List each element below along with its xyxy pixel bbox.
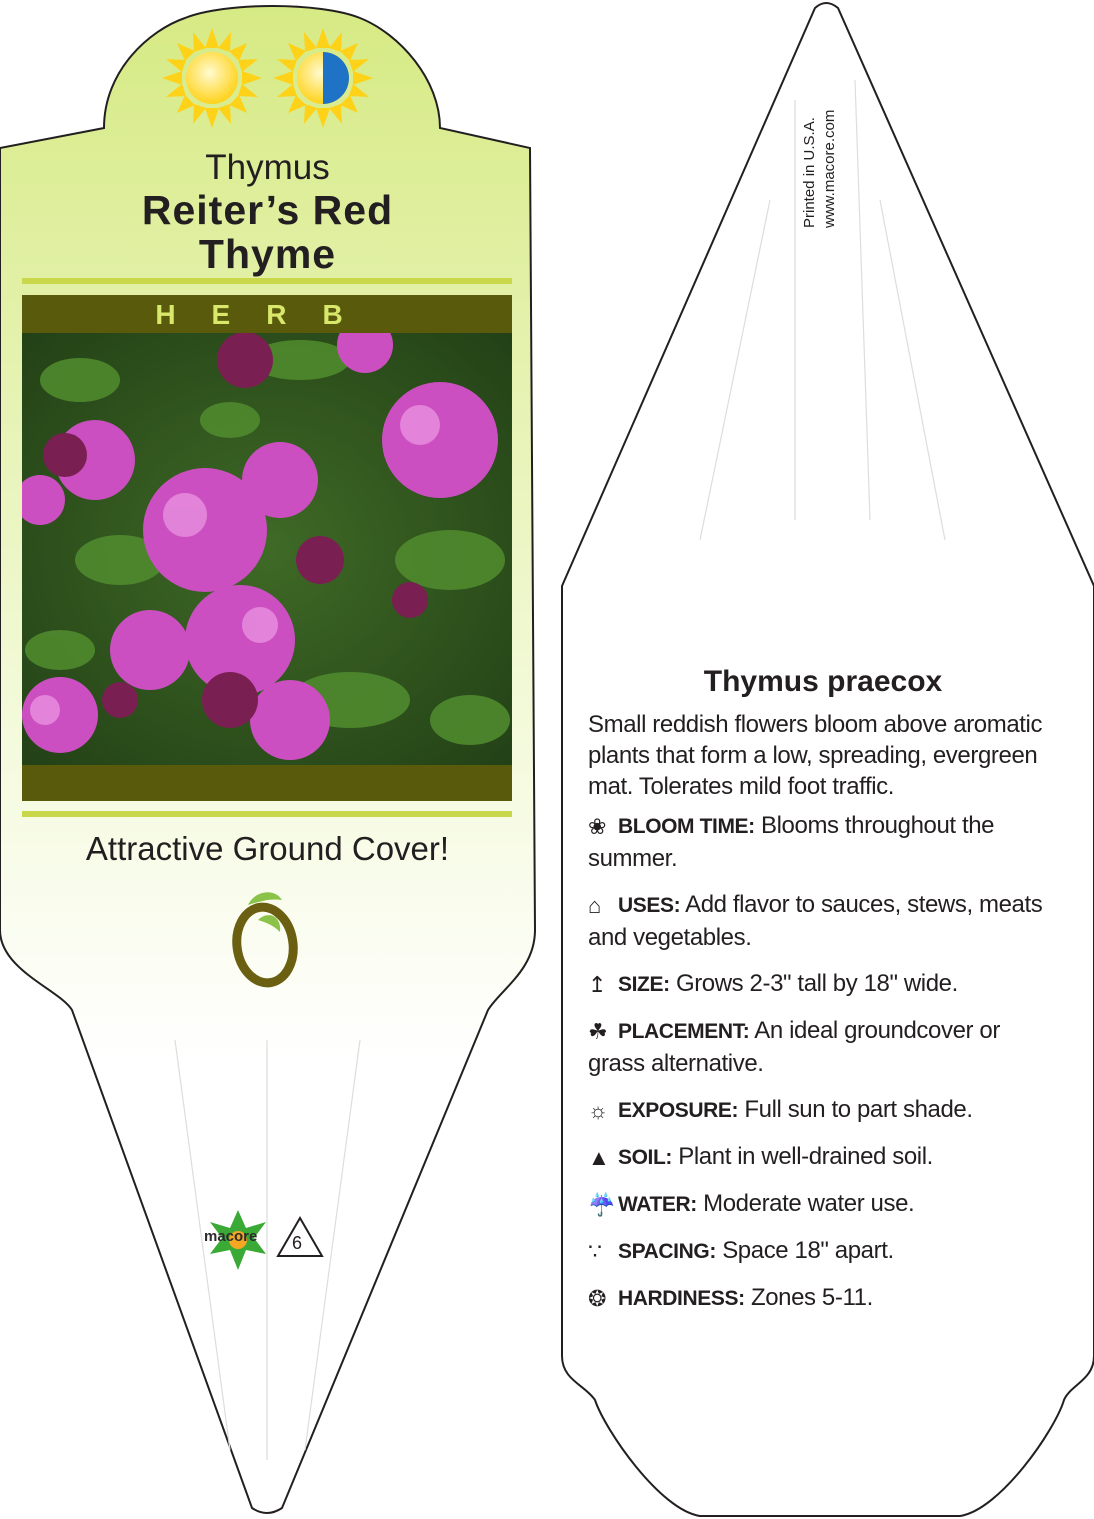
plant-category: HERB	[155, 299, 379, 330]
attr-uses: ⌂ USES: Add flavor to sauces, stews, meats and vegetables.	[588, 891, 1043, 951]
accent-bar-bottom	[22, 811, 512, 817]
soil-icon: ▲	[588, 1144, 610, 1170]
plant-description: Small reddish flowers bloom above aromatic plants that form a low, spreading, evergreen mat. Tolerates mild foot traffic.	[588, 711, 1043, 800]
plant-common-name	[0, 188, 535, 276]
attr-water: ☔ WATER: Moderate water use.	[588, 1188, 1058, 1221]
chef-hat-icon: ⌂	[588, 892, 601, 918]
photo-bottom-band	[22, 765, 512, 801]
sun-icon: ☼	[588, 1097, 608, 1123]
common-name-line-2: Thyme	[198, 231, 337, 277]
tagline: Attractive Ground Cover!	[85, 830, 450, 867]
brand-name: macore	[204, 1228, 258, 1245]
seedlings-icon: ∵	[588, 1238, 602, 1264]
flower-icon: ❀	[588, 813, 607, 839]
thermometer-icon: ❂	[588, 1285, 607, 1311]
plants-icon: ☘	[588, 1018, 608, 1044]
plant-photo	[15, 317, 512, 765]
part-sun-icon	[273, 28, 373, 128]
attr-hardiness: ❂ HARDINESS: Zones 5-11.	[588, 1282, 1058, 1315]
watering-can-icon: ☔	[588, 1191, 615, 1217]
common-name-line-1: Reiter’s Red	[141, 187, 394, 233]
attr-bloom-time: ❀ BLOOM TIME: Blooms throughout the summer.	[588, 812, 995, 872]
printed-location: Printed in U.S.A.	[801, 117, 818, 228]
website: www.macore.com	[821, 109, 838, 228]
recycle-code: 6	[292, 1233, 303, 1253]
full-sun-icon	[162, 28, 262, 128]
plant-genus: Thymus	[205, 148, 330, 187]
attr-placement: ☘ PLACEMENT: An ideal groundcover or grass alternative.	[588, 1017, 1000, 1077]
printed-note	[800, 110, 840, 228]
care-info	[588, 665, 1058, 1329]
attr-exposure: ☼ EXPOSURE: Full sun to part shade.	[588, 1094, 1058, 1127]
attr-soil: ▲ SOIL: Plant in well-drained soil.	[588, 1141, 1058, 1174]
species-name: Thymus praecox	[703, 665, 943, 698]
accent-bar-top	[22, 278, 512, 284]
attr-spacing: ∵ SPACING: Space 18" apart.	[588, 1235, 1058, 1268]
size-icon: ↥	[588, 971, 607, 997]
attr-size: ↥ SIZE: Grows 2-3" tall by 18" wide.	[588, 968, 1058, 1001]
